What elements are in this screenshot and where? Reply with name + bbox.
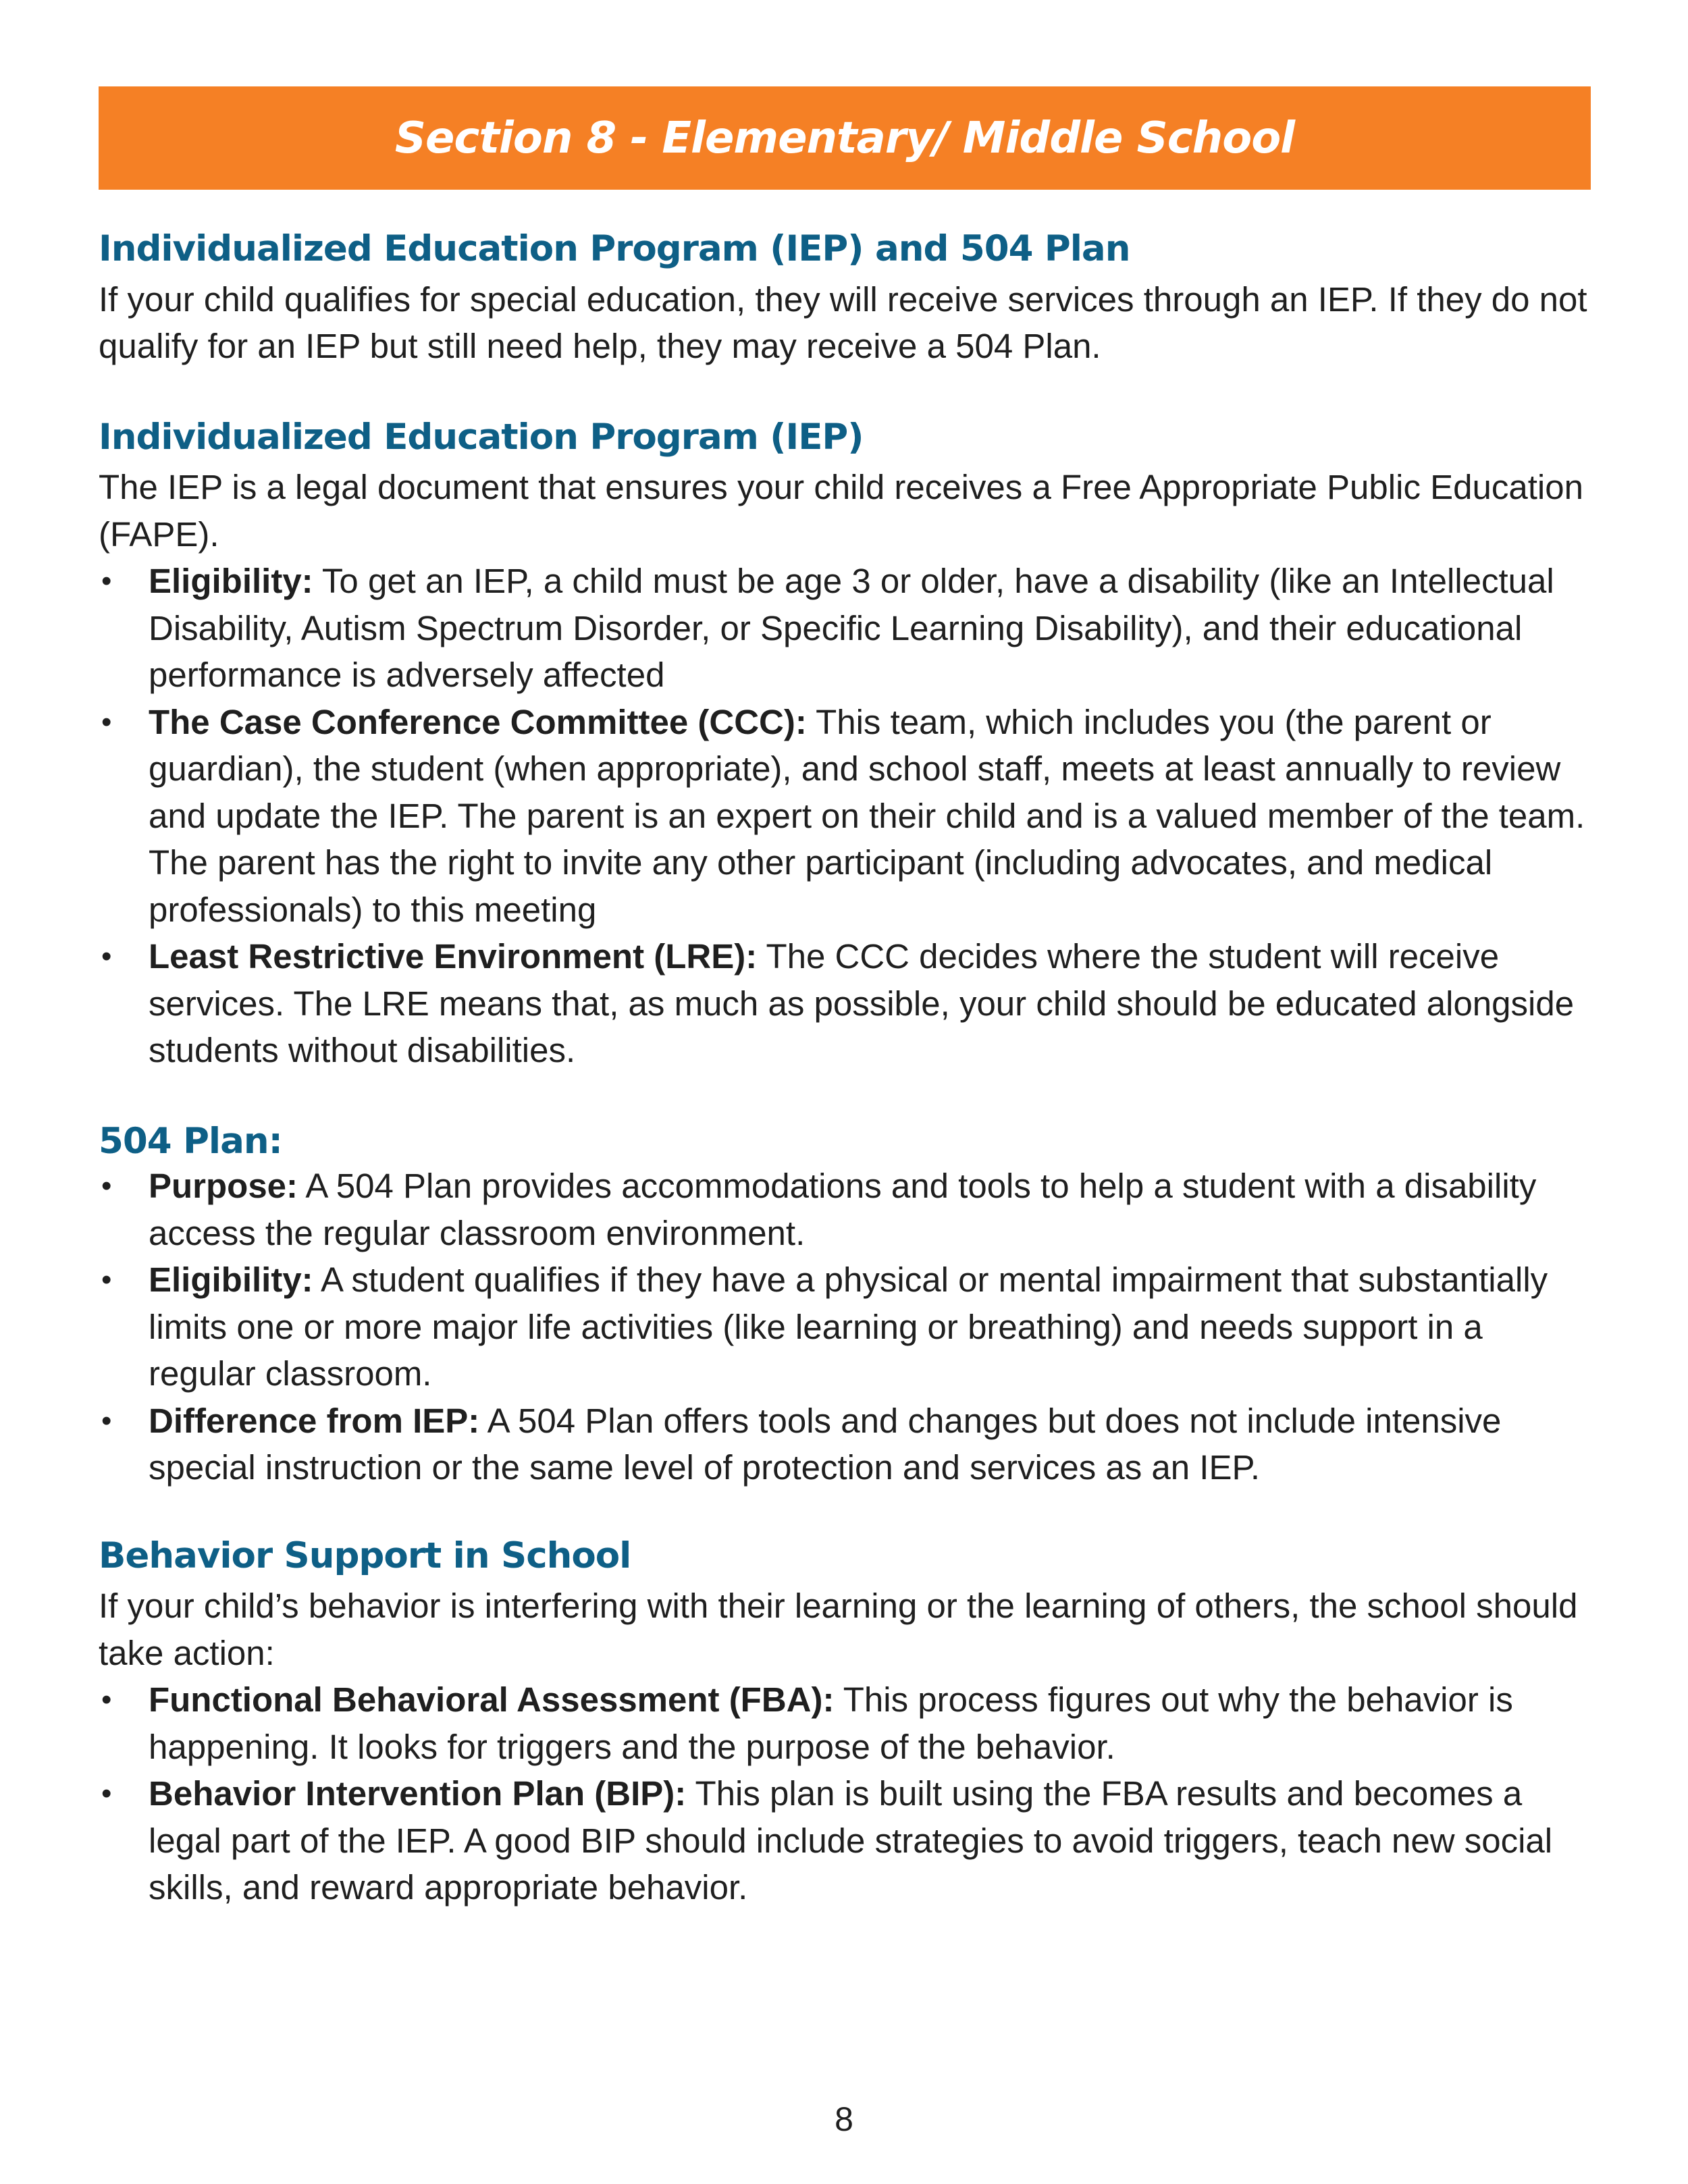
iep-bullet-list bbox=[99, 558, 1591, 1074]
page-content bbox=[99, 86, 1591, 1911]
bullet-icon: • bbox=[101, 1169, 112, 1203]
bullet-icon: • bbox=[101, 564, 112, 598]
paragraph-iep: The IEP is a legal document that ensures your child receives a Free Appropriate Public Education (FAPE). bbox=[99, 468, 1583, 554]
bullet-icon: • bbox=[101, 1404, 112, 1437]
bullet-icon: • bbox=[101, 1683, 112, 1717]
list-item-term: Purpose: bbox=[149, 1167, 298, 1206]
list-item bbox=[99, 1256, 1591, 1397]
plan-504-bullet-list bbox=[99, 1163, 1591, 1491]
section-title: Section 8 - Elementary/ Middle School bbox=[394, 113, 1295, 163]
list-item-text: This plan is built using the FBA results and becomes a legal part of the IEP. A good BIP should include strategies to avoid triggers, teach new social skills, and reward appropriate behavior. bbox=[149, 1774, 1553, 1907]
list-item-text: This process figures out why the behavior is happening. It looks for triggers and the purpose of the behavior. bbox=[149, 1680, 1513, 1766]
list-item-term: Eligibility: bbox=[149, 562, 313, 601]
section-banner bbox=[99, 86, 1591, 190]
paragraph-behavior-support: If your child’s behavior is interfering with their learning or the learning of others, the school should take action: bbox=[99, 1587, 1578, 1672]
list-item-text: A 504 Plan offers tools and changes but does not include intensive special instruction or the same level of protection and services as an IEP. bbox=[149, 1401, 1502, 1487]
list-item bbox=[99, 1676, 1591, 1770]
list-item-text: The CCC decides where the student will receive services. The LRE means that, as much as possible, your child should be educated alongside students without disabilities. bbox=[149, 937, 1575, 1070]
list-item-text: A 504 Plan provides accommodations and tools to help a student with a disability access the regular classroom environment. bbox=[149, 1167, 1537, 1252]
list-item bbox=[99, 1163, 1591, 1256]
heading-504-plan: 504 Plan: bbox=[99, 1120, 282, 1162]
paragraph-iep-and-504: If your child qualifies for special education, they will receive services through an IEP. If they do not qualify for an IEP but still need help, they may receive a 504 Plan. bbox=[99, 279, 1587, 366]
bullet-icon: • bbox=[101, 1777, 112, 1811]
list-item bbox=[99, 933, 1591, 1074]
heading-behavior-support: Behavior Support in School bbox=[99, 1535, 631, 1576]
list-item-term: Eligibility: bbox=[149, 1260, 313, 1300]
list-item-term: Functional Behavioral Assessment (FBA): bbox=[149, 1680, 835, 1720]
list-item-term: Difference from IEP: bbox=[149, 1401, 480, 1440]
list-item-text: To get an IEP, a child must be age 3 or older, have a disability (like an Intellectual Disability, Autism Spectrum Disorder, or Specific Learning Disability), and their educational performance is adversely affected bbox=[149, 562, 1554, 695]
bullet-icon: • bbox=[101, 705, 112, 739]
heading-iep-and-504: Individualized Education Program (IEP) and 504 Plan bbox=[99, 228, 1130, 269]
list-item-term: The Case Conference Committee (CCC): bbox=[149, 702, 807, 741]
bullet-icon: • bbox=[101, 940, 112, 974]
bullet-icon: • bbox=[101, 1263, 112, 1297]
list-item bbox=[99, 699, 1591, 934]
list-item-term: Behavior Intervention Plan (BIP): bbox=[149, 1774, 687, 1813]
list-item bbox=[99, 1397, 1591, 1491]
heading-iep: Individualized Education Program (IEP) bbox=[99, 416, 864, 458]
page-number: 8 bbox=[835, 2100, 853, 2138]
behavior-bullet-list bbox=[99, 1676, 1591, 1911]
list-item-text: This team, which includes you (the parent or guardian), the student (when appropriate), and school staff, meets at least annually to review and update the IEP. The parent is an expert on their child and is a valued member of the team. The parent has the right to invite any other participant (including advocates, and medical professionals) to this meeting bbox=[149, 702, 1585, 929]
list-item-text: A student qualifies if they have a physical or mental impairment that substantially limits one or more major life activities (like learning or breathing) and needs support in a regular classroom. bbox=[149, 1260, 1548, 1393]
list-item bbox=[99, 558, 1591, 699]
list-item bbox=[99, 1770, 1591, 1911]
list-item-term: Least Restrictive Environment (LRE): bbox=[149, 937, 758, 976]
